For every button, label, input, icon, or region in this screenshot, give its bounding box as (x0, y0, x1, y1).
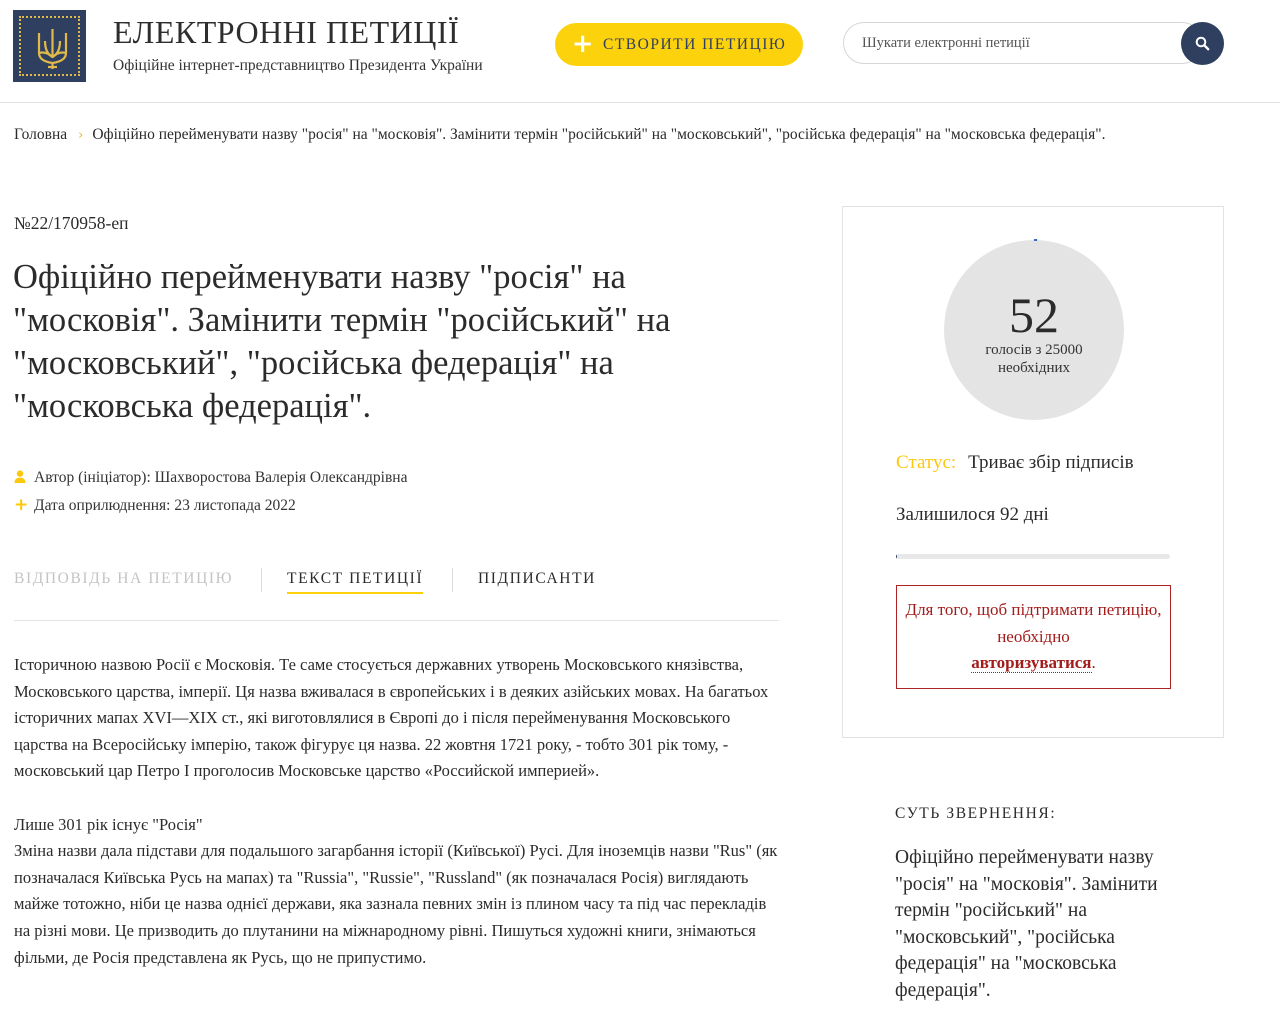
site-title[interactable]: ЕЛЕКТРОННІ ПЕТИЦІЇ (113, 14, 460, 50)
petition-author (14, 468, 407, 487)
vote-count: 52 (1009, 287, 1059, 343)
petition-title: Офіційно перейменувати назву "росія" на "московія". Замінити термін "російський" на "московський", "російська федерація" на "московська федерація". (13, 258, 671, 425)
petition-number: №22/170958-еп (14, 213, 129, 233)
author-text: Автор (ініціатор): Шахворостова Валерія Олександрівна (34, 469, 408, 486)
days-remaining: Залишилося 92 дні (896, 504, 1049, 525)
vote-progress-bar (896, 554, 1170, 559)
trident-icon (36, 27, 69, 71)
essence-label: СУТЬ ЗВЕРНЕННЯ: (895, 805, 1057, 822)
essence-text: Офіційно перейменувати назву "росія" на "московія". Замінити термін "російський" на "московський", "російська федерація" на "московська федерація". (895, 847, 1158, 1001)
create-petition-button[interactable] (555, 23, 803, 66)
create-petition-label: СТВОРИТИ ПЕТИЦІЮ (602, 35, 787, 53)
petition-tabs (14, 566, 779, 621)
status-label: Статус: (896, 452, 957, 473)
petition-body (14, 652, 784, 971)
auth-text: Для того, щоб підтримати петицію, необхідно (905, 600, 1162, 646)
search-input[interactable] (843, 22, 1203, 64)
search-bar (843, 22, 1225, 66)
status-value: Триває збір підписів (968, 452, 1134, 473)
breadcrumb-current: Офіційно перейменувати назву "росія" на "московія". Замінити термін "російський" на "московський", "російська федерація" на "московська федерація". (92, 126, 1106, 143)
vote-panel (842, 206, 1224, 738)
auth-tail: . (1091, 653, 1096, 672)
login-link[interactable]: авторизуватися (971, 653, 1092, 672)
tab-divider (261, 568, 262, 592)
vote-caption: голосів з 25000 необхідних (985, 342, 1083, 376)
breadcrumb-home-link[interactable]: Головна (14, 126, 68, 143)
search-button[interactable] (1181, 22, 1224, 65)
tab-answer[interactable]: ВІДПОВІДЬ НА ПЕТИЦІЮ (14, 570, 233, 592)
petition-date (14, 495, 296, 515)
breadcrumb (14, 126, 1106, 144)
body-paragraph: Історичною назвою Росії є Московія. Те саме стосується державних утворень Московського князівства, Московського царства, імперії. Ця назва вживалася в європейських і в деяких азійських мовах. На багатьох історичних мапах XVI—XIX ст., які виготовлялися в Європі до і після перейменування Московського царства на Всеросійську імперію, також фігурує ця назва. 22 жовтня 1721 року, - тобто 301 рік тому, - московський цар Петро І проголосив Московське царство «Российской империей». (14, 655, 769, 781)
site-subtitle: Офіційне інтернет-представництво Президента України (113, 57, 483, 74)
plus-icon: + (571, 28, 595, 59)
user-icon (14, 468, 34, 486)
plus-icon: + (14, 495, 29, 515)
tab-divider (452, 568, 453, 592)
site-header (0, 0, 1280, 103)
date-text: Дата оприлюднення: 23 листопада 2022 (34, 497, 296, 514)
body-paragraph: Зміна назви дала підстави для подальшого загарбання історії (Київської) Русі. Для іноземців назви "Rus" (як позначалася Київська Русь на мапах) та "Russia", "Russie", "Russland" (як позначалася Росія) виглядають майже тотожно, ніби це назва однієї держави, яка зазнала певних змін із плином часу та під час перекладів на різні мови. Це призводить до плутанини на міжнародному рівні. Пишуться художні книги, знімаються фільми, де Росія представлена як Русь, що не припустимо. (14, 841, 778, 967)
auth-notice (896, 585, 1171, 689)
body-paragraph: Лише 301 рік існує "Росія" (14, 814, 203, 834)
chevron-right-icon: › (78, 128, 84, 143)
status-row (896, 452, 1134, 474)
search-icon (1195, 36, 1210, 51)
site-logo[interactable] (13, 10, 86, 82)
tab-signers[interactable]: ПІДПИСАНТИ (478, 570, 596, 592)
tab-petition-text[interactable]: ТЕКСТ ПЕТИЦІЇ (287, 570, 423, 594)
vote-progress-fill (896, 554, 897, 559)
